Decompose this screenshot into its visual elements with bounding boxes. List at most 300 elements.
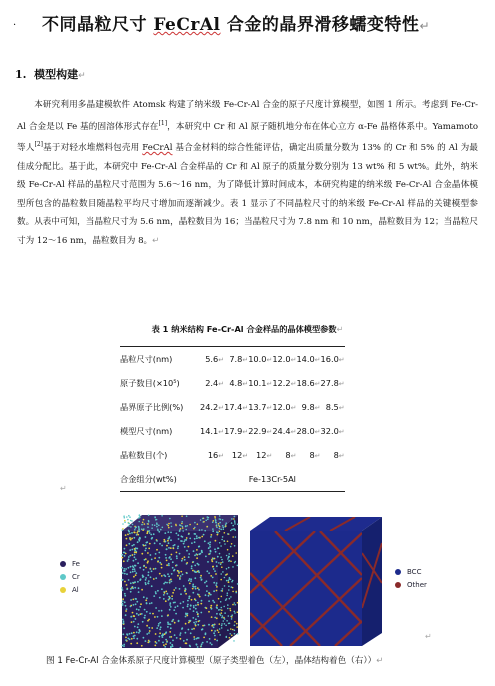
atom-dot [234,621,236,623]
atom-dot [221,627,223,629]
atom-dot [213,582,215,584]
atom-dot [178,572,180,574]
atom-dot [145,548,147,550]
atom-dot [221,617,223,619]
atom-dot [201,579,203,581]
atom-dot [214,639,216,641]
atom-dot [223,527,225,529]
atom-dot [195,608,197,610]
atom-dot [190,620,192,622]
atom-dot [124,555,126,557]
cell-mark-icon: ↵ [338,452,345,460]
atom-dot [133,560,135,562]
atom-dot [121,579,123,581]
atom-dot [224,532,226,534]
atom-dot [207,518,209,520]
atom-dot [147,526,149,528]
atom-dot [155,553,157,555]
atom-dot [134,548,136,550]
atom-dot [215,551,217,553]
atom-dot [134,529,136,531]
atom-dot [138,521,140,523]
atom-dot [189,538,191,540]
atom-dot [156,549,158,551]
atom-dot [193,622,195,624]
atom-dot [192,561,194,563]
paragraph-text: 基于对轻水堆燃料包壳用 [43,142,143,153]
atom-dot [205,594,207,596]
atom-dot [237,633,239,635]
atom-dot [182,574,184,576]
atom-dot [145,579,147,581]
atom-dot [183,541,185,543]
atom-dot [173,570,175,572]
atom-dot [162,527,164,529]
atom-dot [199,529,201,531]
atom-dot [184,559,186,561]
atom-dot [178,538,180,540]
atom-dot [140,578,142,580]
legend-label: Fe [72,559,80,568]
atom-dot [147,531,149,533]
table-row [120,443,345,467]
atom-dot [184,546,186,548]
atom-dot [155,591,157,593]
atom-dot [139,606,141,608]
atom-dot [161,615,163,617]
atom-dot [210,607,212,609]
atom-dot [182,558,184,560]
atom-dot [208,593,210,595]
atom-dot [165,557,167,559]
atom-dot [228,553,230,555]
atom-dot [143,637,145,639]
atom-dot [174,634,176,636]
atom-dot [214,617,216,619]
atom-dot [122,600,124,602]
atom-dot [139,515,141,517]
atom-dot [136,601,138,603]
atom-dot [158,623,160,625]
atom-dot [187,604,189,606]
atom-dot [137,626,139,628]
figure-caption [46,654,383,666]
atom-dot [197,602,199,604]
atom-dot [154,542,156,544]
atom-dot [140,603,142,605]
atom-dot [170,532,172,534]
atom-dot [161,567,163,569]
atom-dot [126,516,128,518]
atom-dot [164,575,166,577]
atom-dot [202,628,204,630]
atom-dot [193,610,195,612]
cell-mark-icon: ↵ [266,428,273,436]
atom-dot [220,579,222,581]
atom-dot [216,586,218,588]
atom-dot [154,645,156,647]
atom-dot [228,589,230,591]
table-cell: 13.7↵ [248,402,273,412]
atom-dot [237,602,239,604]
atom-dot [143,565,145,567]
atom-dot [232,536,234,538]
atom-dot [209,546,211,548]
atom-dot [139,567,141,569]
paragraph-mark-icon: ↵ [376,656,384,666]
atom-dot [221,596,223,598]
atom-dot [133,604,135,606]
atom-dot [133,632,135,634]
atom-dot [228,567,230,569]
atom-dot [191,599,193,601]
atom-dot [156,627,158,629]
atom-dot [153,578,155,580]
table-cell: 4.8↵ [229,378,249,388]
atom-dot [124,548,126,550]
atom-dot [130,539,132,541]
atom-dot [148,619,150,621]
atom-dot [123,644,125,646]
atom-dot [145,577,147,579]
atom-dot [129,533,131,535]
atom-dot [185,529,187,531]
atom-dot [161,515,163,517]
atom-dot [174,622,176,624]
atom-dot [234,630,236,632]
atom-dot [196,553,198,555]
cell-mark-icon: ↵ [266,404,273,412]
atom-dot [221,559,223,561]
atom-dot [229,637,231,639]
atom-dot [143,545,145,547]
atom-dot [193,550,195,552]
atom-dot [229,608,231,610]
atom-dot [161,575,163,577]
atom-dot [206,570,208,572]
atom-dot [155,607,157,609]
atom-dot [192,570,194,572]
atom-dot [151,559,153,561]
legend-label: Al [72,585,79,594]
atom-dot [204,540,206,542]
atom-dot [158,640,160,642]
atom-dot [188,553,190,555]
atom-dot [170,579,172,581]
atom-dot [163,583,165,585]
atom-dot [226,568,228,570]
atom-dot [196,557,198,559]
atom-dot [158,610,160,612]
atom-dot [166,582,168,584]
atom-dot [186,562,188,564]
atom-dot [146,625,148,627]
atom-dot [216,527,218,529]
atom-dot [121,567,123,569]
atom-dot [180,525,182,527]
atom-dot [217,556,219,558]
legend-dot-icon [395,582,401,588]
atom-dot [157,561,159,563]
atom-dot [181,521,183,523]
atom-dot [144,615,146,617]
atom-dot [231,543,233,545]
atom-dot [159,632,161,634]
atom-dot [177,605,179,607]
atom-dot [183,585,185,587]
atom-dot [184,556,186,558]
paragraph-mark-icon: ↵ [60,484,67,493]
atom-dot [159,622,161,624]
atom-dot [123,515,125,517]
atom-dot [126,588,128,590]
atom-dot [218,523,220,525]
table-cell: 12.0↵ [272,347,296,372]
atom-dot [174,602,176,604]
atom-dot [234,625,236,627]
atom-dot [151,627,153,629]
crystal-structure-cube [250,517,382,646]
atom-dot [219,515,221,517]
atom-dot [146,597,148,599]
atom-dot [148,515,150,517]
atom-dot [169,518,171,520]
atom-dot [144,609,146,611]
atom-dot [223,528,225,530]
atom-dot [199,596,201,598]
atom-dot [174,606,176,608]
atom-dot [182,530,184,532]
atom-dot [200,519,202,521]
table-cell: 10.1↵ [248,378,273,388]
atom-dot [227,558,229,560]
atom-dot [223,620,225,622]
atom-dot [198,546,200,548]
atom-dot [167,525,169,527]
atom-dot [220,564,222,566]
atom-dot [174,544,176,546]
atom-dot [200,603,202,605]
atom-dot [234,545,236,547]
atom-dot [193,528,195,530]
atom-dot [185,632,187,634]
atom-dot [205,556,207,558]
table-cell: 8↵ [309,450,321,460]
atom-dot [122,622,124,624]
atom-dot [145,544,147,546]
atom-dot [230,530,232,532]
atom-dot [198,637,200,639]
atom-dot [212,530,214,532]
atom-dot [235,552,237,554]
atom-dot [169,582,171,584]
atom-dot [224,612,226,614]
atom-dot [172,561,174,563]
atom-dot [237,523,239,525]
atom-dot [196,537,198,539]
cell-mark-icon: ↵ [290,356,297,364]
atom-dot [188,622,190,624]
atom-dot [220,601,222,603]
atom-dot [227,604,229,606]
atom-dot [190,604,192,606]
table-row-label: 晶界原子比例(%) [120,401,184,412]
atom-dot [130,566,132,568]
atom-dot [137,623,139,625]
atom-dot [144,523,146,525]
atom-dot [166,560,168,562]
atom-dot [124,517,126,519]
atom-dot [216,640,218,642]
table-row [120,371,345,395]
citation-ref[interactable]: [1] [158,119,168,127]
atom-dot [138,529,140,531]
atom-dot [159,543,161,545]
cell-mark-icon: ↵ [218,404,225,412]
atom-dot [220,529,222,531]
table-cell: 8.5↵ [325,402,345,412]
atom-dot [139,538,141,540]
atom-dot [136,534,138,536]
atom-dot [142,575,144,577]
paragraph-mark-icon: ↵ [425,632,432,641]
atom-dot [134,554,136,556]
atom-dot [206,585,208,587]
figure-canvas [60,513,435,648]
atom-dot [234,633,236,635]
atom-dot [227,608,229,610]
paragraph-mark-icon: ↵ [152,235,160,246]
atom-dot [196,638,198,640]
atom-dot [165,554,167,556]
atom-dot [134,568,136,570]
atom-dot [145,599,147,601]
atom-dot [145,567,147,569]
atom-dot [128,525,130,527]
atom-dot [169,602,171,604]
atom-dot [228,581,230,583]
table-row [120,347,345,372]
atom-dot [185,642,187,644]
table-row [120,467,345,492]
atom-dot [128,579,130,581]
atom-dot [138,609,140,611]
cell-mark-icon: ↵ [218,380,225,388]
table-row-label: 晶粒数目(个) [120,449,168,460]
cell-mark-icon: ↵ [218,428,225,436]
table-cell: Fe-13Cr-5Al [200,467,345,492]
atom-dot [193,607,195,609]
atom-dot [193,586,195,588]
citation-ref[interactable]: [2] [34,141,43,149]
atom-dot [172,640,174,642]
atom-dot [121,554,123,556]
atom-dot [157,530,159,532]
atom-dot [171,554,173,556]
atom-dot [215,573,217,575]
atom-dot [149,613,151,615]
atom-dot [182,526,184,528]
atom-dot [229,578,231,580]
atom-dot [228,623,230,625]
atom-dot [122,589,124,591]
atom-dot [185,614,187,616]
atom-dot [128,515,130,517]
atom-dot [224,618,226,620]
atom-dot [187,600,189,602]
atom-dot [133,544,135,546]
atom-dot [156,526,158,528]
atom-dot [225,574,227,576]
atom-dot [227,549,229,551]
atom-dot [168,547,170,549]
atom-dot [219,526,221,528]
atom-dot [167,540,169,542]
atom-dot [210,551,212,553]
atom-dot [236,626,238,628]
table-cell: 10.0↵ [248,347,272,372]
atom-dot [232,566,234,568]
table-cell: 8↵ [285,450,297,460]
atom-dot [215,520,217,522]
atom-dot [163,594,165,596]
atom-dot [131,632,133,634]
atom-dot [130,571,132,573]
cell-mark-icon: ↵ [338,356,345,364]
atom-dot [170,624,172,626]
atom-dot [184,590,186,592]
atom-dot [226,620,228,622]
atom-dot [200,577,202,579]
cell-mark-icon: ↵ [314,380,321,388]
atom-dot [216,531,218,533]
table-cell: 16↵ [207,450,225,460]
cell-mark-icon: ↵ [242,452,249,460]
atom-dot [169,609,171,611]
atom-dot [233,518,235,520]
atom-dot [178,620,180,622]
atom-dot [216,613,218,615]
atom-dot [195,625,197,627]
atom-dot [130,643,132,645]
atom-dot [180,638,182,640]
atom-dot [132,569,134,571]
atom-dot [231,616,233,618]
atom-dot [134,556,136,558]
atom-dot [227,592,229,594]
atom-dot [176,637,178,639]
atom-dot [207,516,209,518]
atom-dot [181,515,183,517]
atom-dot [131,545,133,547]
atom-dot [189,646,191,648]
atom-dot [221,607,223,609]
atom-dot [159,597,161,599]
atom-dot [227,629,229,631]
title-text-post: 合金的晶界滑移蠕变特性 [220,15,420,35]
paragraph-text: 本研究利用多晶建模软件 Atomsk 构建了纳米级 Fe-Cr-Al 合金的原子尺度计算模型，如图 1 所示。考虑到 Fe-Cr-Al 合金是以 Fe 基的固溶体形式存在 [17,100,478,132]
atom-dot [198,589,200,591]
atom-dot [219,623,221,625]
legend-label: BCC [407,567,422,576]
atom-dot [219,528,221,530]
atom-dot [165,541,167,543]
body-paragraph [17,96,478,250]
atom-dot [197,614,199,616]
atom-dot [171,598,173,600]
atom-dot [162,642,164,644]
atom-dot [202,518,204,520]
